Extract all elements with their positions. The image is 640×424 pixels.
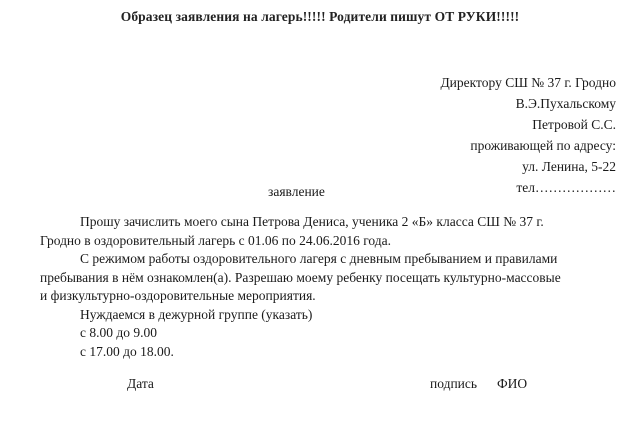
signature-label: подпись [430, 376, 478, 391]
paragraph-1-line-1: Прошу зачислить моего сына Петрова Дениса, ученика 2 «Б» класса СШ № 37 г. [80, 214, 544, 229]
paragraph-1-line-2: Гродно в оздоровительный лагерь с 01.06 по 24.06.2016 года. [40, 232, 392, 248]
addressee-name: В.Э.Пухальскому [515, 96, 616, 111]
applicant-name: Петровой С.С. [532, 117, 616, 132]
full-name-label: ФИО [497, 376, 528, 391]
applicant-address: ул. Ленина, 5-22 [522, 159, 616, 174]
time-option-morning: с 8.00 до 9.00 [80, 325, 157, 340]
application-body [40, 213, 620, 361]
applicant-address-label: проживающей по адресу: [470, 138, 616, 153]
paragraph-2-line-3: и физкультурно-оздоровительные мероприятия. [40, 288, 316, 303]
addressee-block [440, 72, 616, 198]
time-option-evening: с 17.00 до 18.00. [80, 343, 174, 359]
paragraph-2-line-1: С режимом работы оздоровительного лагеря с дневным пребыванием и правилами [80, 251, 558, 266]
paragraph-2-line-2: пребывания в нём ознакомлен(а). Разрешаю моему ребенку посещать культурно-массовые [40, 269, 561, 285]
applicant-phone: тел……………… [516, 180, 616, 195]
paragraph-3-line-1: Нуждаемся в дежурной группе (указать) [80, 306, 313, 322]
document-type: заявление [268, 184, 325, 199]
addressee-director: Директору СШ № 37 г. Гродно [440, 75, 616, 90]
date-label: Дата [127, 376, 154, 391]
document-title: Образец заявления на лагерь!!!!! Родители пишут ОТ РУКИ!!!!! [120, 9, 520, 24]
